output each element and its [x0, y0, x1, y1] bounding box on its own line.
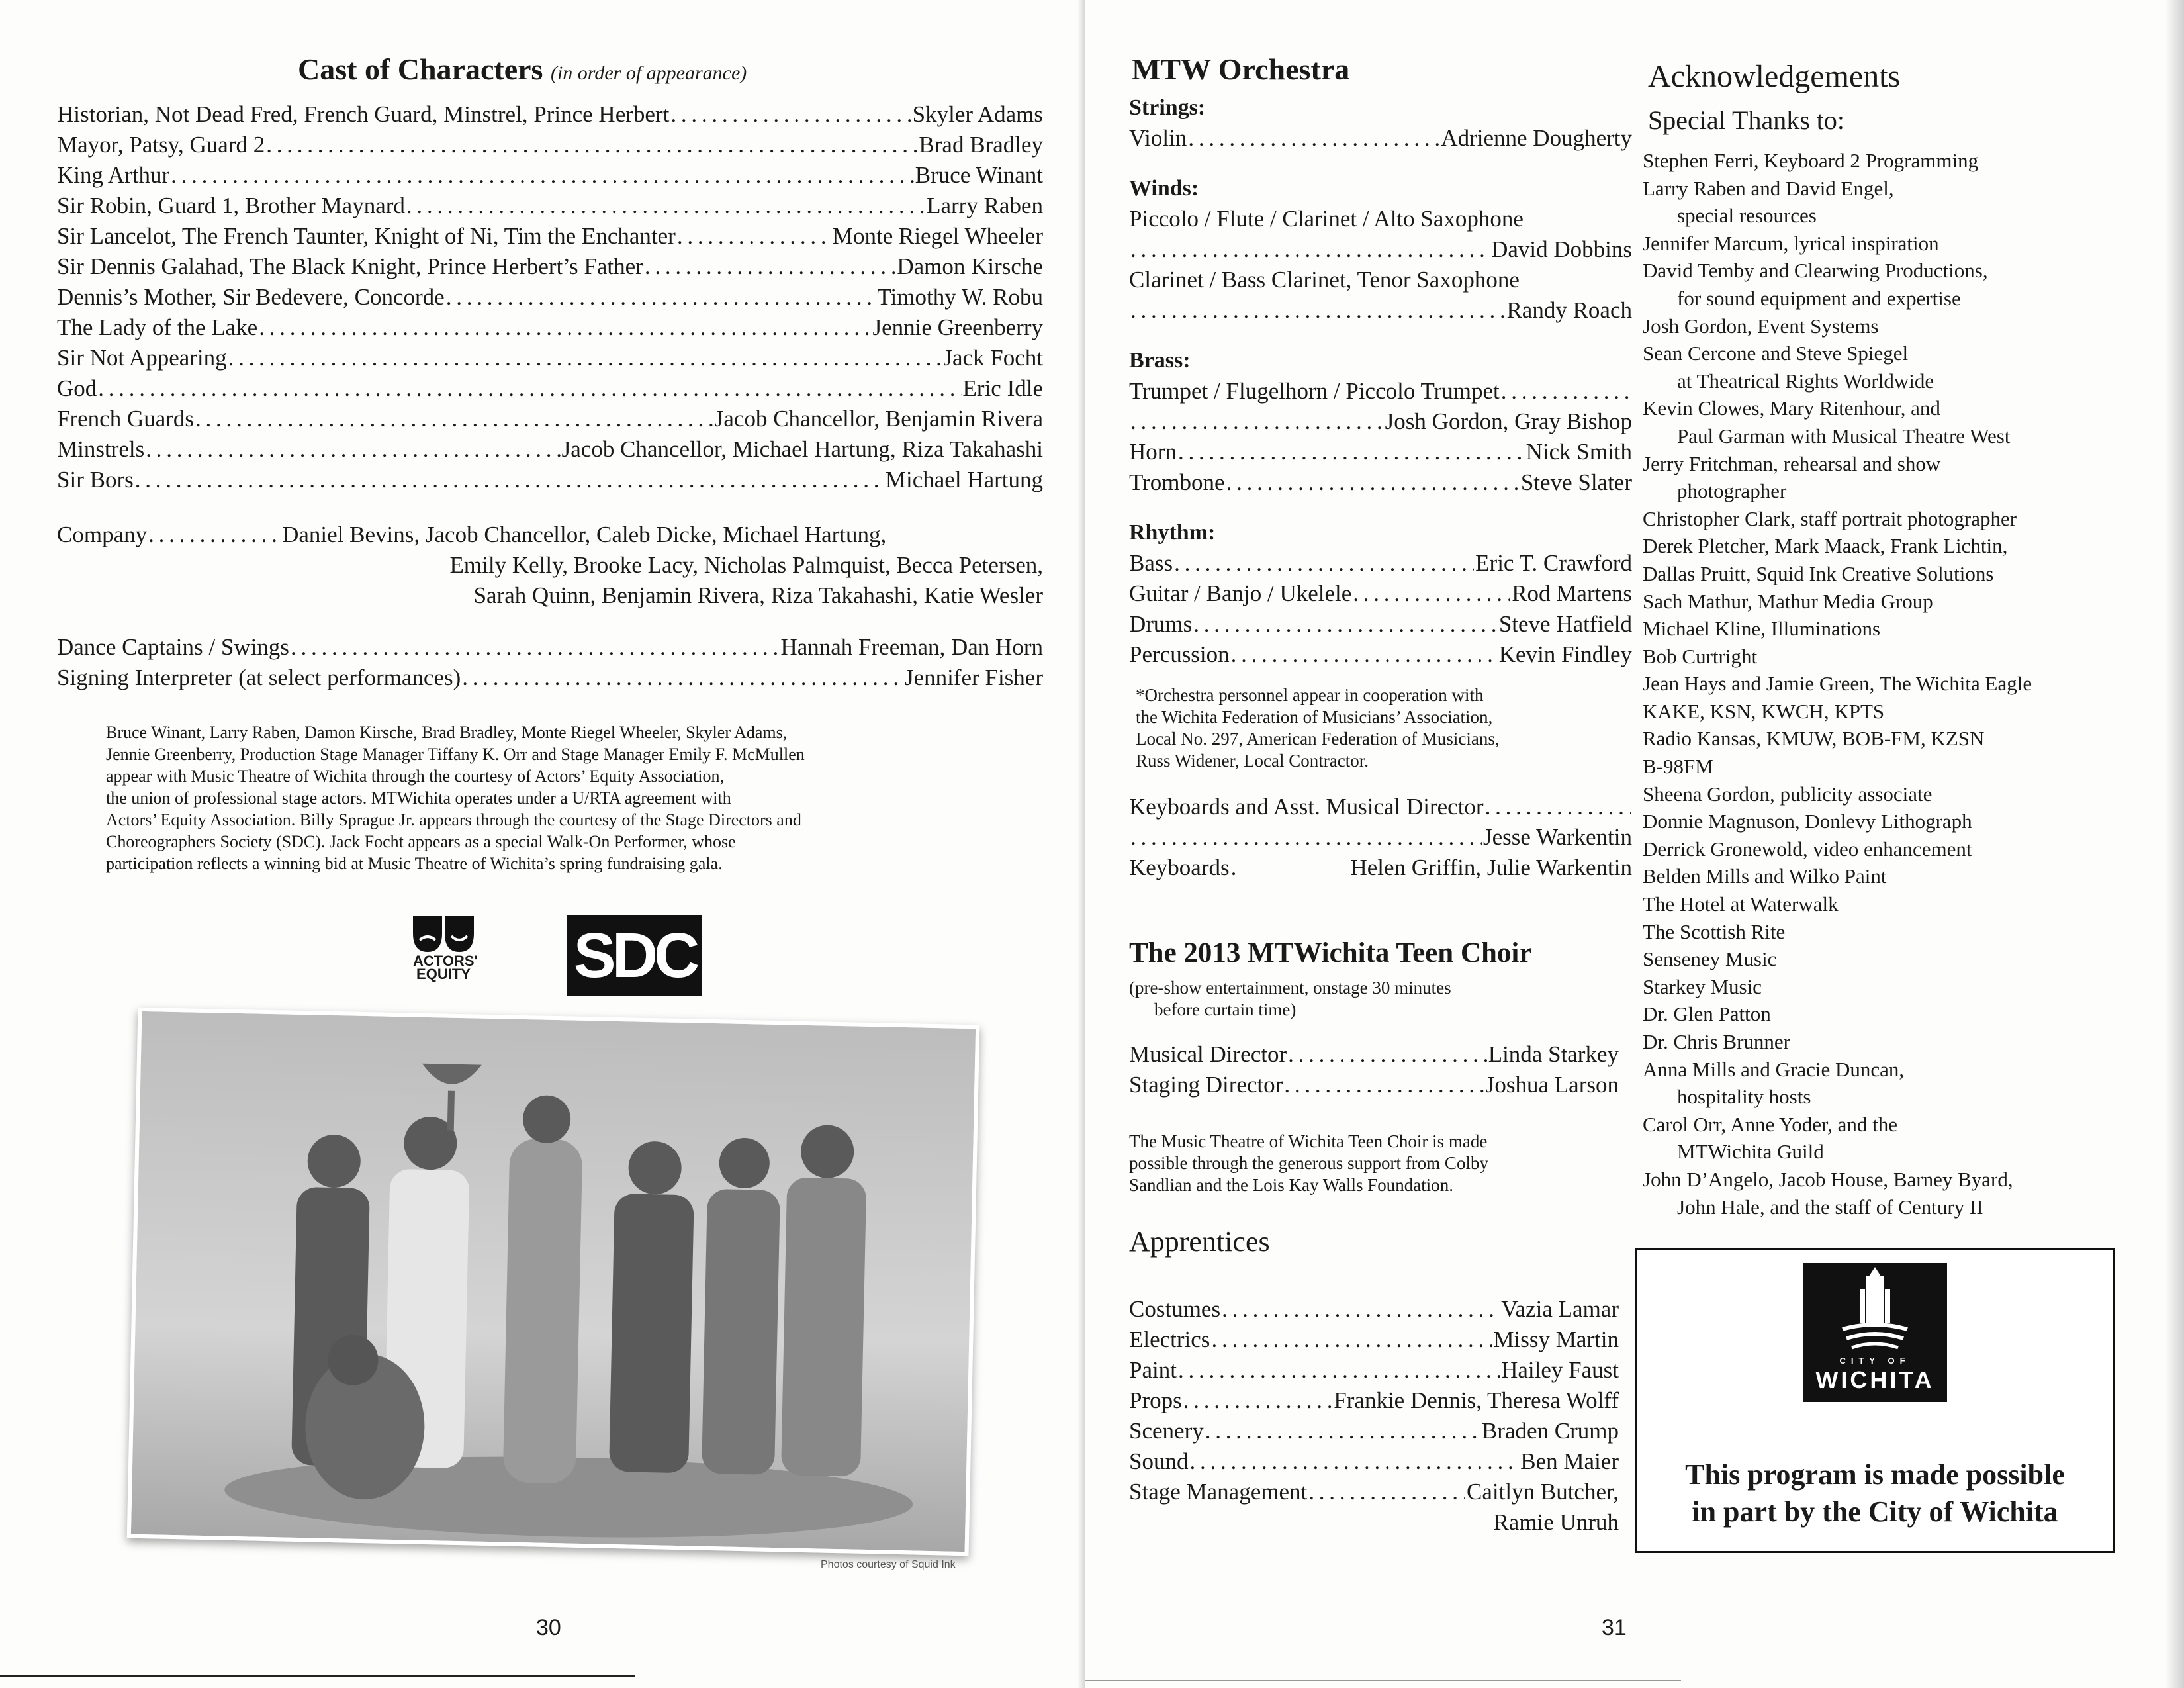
musician-name: Josh Gordon, Gray Bishop	[1385, 408, 1632, 434]
acknowledgement-line: Paul Garman with Musical Theatre West	[1677, 424, 2011, 447]
acknowledgement-line: Sean Cercone and Steve Spiegel	[1643, 342, 1909, 365]
apprentices-title: Apprentices	[1129, 1225, 1270, 1258]
role-name: Drums	[1129, 611, 1193, 637]
role-name: Sir Lancelot, The French Taunter, Knight of Ni, Tim the Enchanter	[57, 223, 676, 249]
rhythm-label: Rhythm:	[1129, 520, 1216, 545]
acknowledgement-line: for sound equipment and expertise	[1677, 286, 1961, 310]
left-page	[0, 0, 1085, 1688]
credit-row	[1129, 1355, 1619, 1385]
person-name: Brad Bradley	[919, 132, 1043, 158]
role-name: Staging Director	[1129, 1072, 1283, 1098]
acknowledgement-line: Josh Gordon, Event Systems	[1643, 314, 1879, 338]
musician-name: David Dobbins	[1491, 236, 1632, 262]
person-name: Linda Starkey	[1488, 1041, 1619, 1067]
company-line: Sarah Quinn, Benjamin Rivera, Riza Takahashi, Katie Wesler	[473, 583, 1043, 608]
company-block	[57, 520, 1043, 611]
acknowledgement-line: hospitality hosts	[1677, 1085, 1811, 1109]
right-page	[1085, 0, 2184, 1688]
city-of-label: CITY OF	[1839, 1356, 1911, 1366]
note-line: Bruce Winant, Larry Raben, Damon Kirsche, Brad Bradley, Monte Riegel Wheeler, Skyler Adams,	[106, 723, 788, 742]
person-name: Vazia Lamar	[1501, 1296, 1619, 1322]
acknowledgement-line: Stephen Ferri, Keyboard 2 Programming	[1643, 149, 1979, 172]
actors-equity-logo	[410, 914, 477, 993]
note-line: appear with Music Theatre of Wichita through the courtesy of Actors’ Equity Association,	[106, 767, 725, 786]
person-name: Jacob Chancellor, Michael Hartung, Riza Takahashi	[561, 436, 1043, 462]
person-name: Jennie Greenberry	[872, 314, 1043, 340]
person-name: Michael Hartung	[885, 467, 1043, 492]
aea-line2: EQUITY	[416, 966, 471, 982]
credit-row	[1129, 1446, 1619, 1477]
acknowledgement-line: Larry Raben and David Engel,	[1643, 176, 1894, 200]
credit-row	[57, 404, 1043, 434]
person-name: Skyler Adams	[912, 101, 1043, 127]
company-label: Company	[57, 522, 148, 547]
role-name: Trombone	[1129, 469, 1225, 495]
acknowledgement-line: John Hale, and the staff of Century II	[1677, 1195, 1983, 1219]
credit-row	[1129, 609, 1632, 639]
person-name: Frankie Dennis, Theresa Wolff	[1334, 1387, 1619, 1413]
page-number-left: 30	[536, 1615, 561, 1640]
acknowledgement-line: Senseney Music	[1643, 947, 1777, 971]
role-name: Keyboards	[1129, 855, 1230, 880]
person-name: Braden Crump	[1481, 1418, 1619, 1444]
person-name: Jacob Chancellor, Benjamin Rivera	[714, 406, 1043, 432]
role-name: Scenery	[1129, 1418, 1204, 1444]
acknowledgement-line: special resources	[1677, 204, 1817, 228]
cast-photo	[127, 1008, 980, 1556]
acknowledgement-line: Jean Hays and Jamie Green, The Wichita Eagle	[1643, 672, 2032, 696]
acknowledgement-line: Dallas Pruitt, Squid Ink Creative Solutions	[1643, 561, 1994, 585]
role-name: Percussion	[1129, 641, 1230, 667]
person-name: Missy Martin	[1493, 1327, 1619, 1352]
credit-row	[1129, 1416, 1619, 1446]
acknowledgement-line: Christopher Clark, staff portrait photographer	[1643, 506, 2017, 530]
cast-row	[57, 663, 1043, 693]
credit-row	[1129, 1039, 1619, 1070]
person-name: Joshua Larson	[1485, 1072, 1619, 1098]
role-name: Signing Interpreter (at select performances)	[57, 665, 461, 690]
credit-row	[57, 434, 1043, 465]
support-line: This program is made possible	[1685, 1458, 2065, 1491]
person-name: Adrienne Dougherty	[1441, 125, 1632, 151]
teen-choir-subtitle	[1129, 977, 1451, 1021]
role-name: Guitar / Banjo / Ukelele	[1129, 581, 1352, 606]
cast-row	[57, 632, 1043, 663]
role-name: French Guards	[57, 406, 195, 432]
person-name: Nick Smith	[1525, 439, 1632, 465]
person-name: Caitlyn Butcher,	[1467, 1479, 1619, 1505]
cast-list	[57, 99, 1043, 495]
actor-name: Jennifer Fisher	[905, 665, 1043, 690]
role-name: Musical Director	[1129, 1041, 1287, 1067]
role-name: Clarinet / Bass Clarinet, Tenor Saxophone	[1129, 267, 1520, 293]
wichita-name: WICHITA	[1815, 1366, 1934, 1393]
strings-label: Strings:	[1129, 95, 1206, 120]
dance-captains-block	[57, 632, 1043, 693]
musician-name: Randy Roach	[1506, 297, 1632, 323]
role-name: Props	[1129, 1387, 1182, 1413]
actor-name: Hannah Freeman, Dan Horn	[780, 634, 1043, 660]
note-line: The Music Theatre of Wichita Teen Choir is made	[1129, 1131, 1488, 1151]
acknowledgement-line: Kevin Clowes, Mary Ritenhour, and	[1643, 397, 1940, 420]
acknowledgement-line: Michael Kline, Illuminations	[1643, 617, 1881, 641]
knights-photo-illustration	[131, 1011, 976, 1552]
person-name: Rod Martens	[1512, 581, 1632, 606]
acknowledgement-line: Starkey Music	[1643, 974, 1762, 998]
role-name: Sir Robin, Guard 1, Brother Maynard	[57, 193, 405, 218]
subtitle-line: (pre-show entertainment, onstage 30 minutes	[1129, 978, 1451, 998]
role-name: Dance Captains / Swings	[57, 634, 289, 660]
city-of-wichita-logo	[1803, 1263, 1947, 1402]
acknowledgements-list	[1643, 147, 2159, 1221]
sdc-logo: SDC	[569, 917, 700, 994]
company-line: Daniel Bevins, Jacob Chancellor, Caleb Dicke, Michael Hartung,	[282, 522, 887, 547]
role-name: Sir Bors	[57, 467, 134, 492]
teen-choir-staff	[1129, 1039, 1619, 1100]
note-line: Russ Widener, Local Contractor.	[1136, 751, 1369, 771]
person-name: Bruce Winant	[915, 162, 1043, 188]
role-name: Stage Management	[1129, 1479, 1308, 1505]
credit-row	[57, 312, 1043, 343]
credit-row	[1129, 467, 1632, 498]
note-line: possible through the generous support from Colby	[1129, 1153, 1488, 1173]
acknowledgement-line: MTWichita Guild	[1677, 1140, 1824, 1164]
cast-subtitle: (in order of appearance)	[550, 62, 747, 84]
role-name: Horn	[1129, 439, 1177, 465]
credit-row	[57, 282, 1043, 312]
union-logos	[410, 914, 715, 1000]
role-name: Electrics	[1129, 1327, 1210, 1352]
role-name: Keyboards and Asst. Musical Director	[1129, 794, 1484, 820]
role-name: Piccolo / Flute / Clarinet / Alto Saxophone	[1129, 206, 1524, 232]
acknowledgement-line: Radio Kansas, KMUW, BOB-FM, KZSN	[1643, 727, 1985, 751]
orchestra-title: MTW Orchestra	[1132, 52, 1350, 86]
musician-name: Jesse Warkentin	[1483, 824, 1632, 850]
role-name: The Lady of the Lake	[57, 314, 258, 340]
role-name: Sir Dennis Galahad, The Black Knight, Prince Herbert’s Father	[57, 254, 643, 279]
credit-row	[57, 130, 1043, 160]
acknowledgement-line: John D’Angelo, Jacob House, Barney Byard,	[1643, 1167, 2013, 1191]
wichita-keeper-icon	[1803, 1263, 1947, 1356]
person-name: Eric T. Crawford	[1475, 550, 1632, 576]
role-name: Violin	[1129, 125, 1187, 151]
credit-row	[57, 343, 1043, 373]
acknowledgement-line: Carol Orr, Anne Yoder, and the	[1643, 1112, 1897, 1136]
acknowledgement-line: Sheena Gordon, publicity associate	[1643, 782, 1933, 806]
acknowledgements-title: Acknowledgements	[1648, 59, 1901, 94]
role-name: Bass	[1129, 550, 1173, 576]
credit-row	[1129, 1325, 1619, 1355]
apprentices-list	[1129, 1294, 1619, 1538]
note-line: *Orchestra personnel appear in cooperation with	[1136, 685, 1484, 705]
role-name: God	[57, 375, 97, 401]
cast-title: Cast of Characters	[298, 52, 543, 86]
acknowledgement-line: Jerry Fritchman, rehearsal and show	[1643, 451, 1941, 475]
acknowledgements-subtitle: Special Thanks to:	[1648, 105, 1844, 135]
page-number-right: 31	[1602, 1615, 1627, 1640]
acknowledgement-line: The Scottish Rite	[1643, 919, 1786, 943]
credit-row	[1129, 548, 1632, 579]
city-support-statement	[1637, 1456, 2113, 1530]
winds-label: Winds:	[1129, 176, 1199, 201]
subtitle-line: before curtain time)	[1154, 1000, 1297, 1019]
credit-row	[1129, 123, 1632, 154]
support-line: in part by the City of Wichita	[1692, 1495, 2058, 1528]
acknowledgement-line: Derek Pletcher, Mark Maack, Frank Lichtin,	[1643, 534, 2008, 558]
credit-row	[1129, 437, 1632, 467]
role-name: Costumes	[1129, 1296, 1221, 1322]
role-name: Paint	[1129, 1357, 1177, 1383]
credit-row	[57, 465, 1043, 495]
company-line: Emily Kelly, Brooke Lacy, Nicholas Palmquist, Becca Petersen,	[449, 552, 1043, 578]
acknowledgement-line: The Hotel at Waterwalk	[1643, 892, 1839, 916]
city-of-wichita-box	[1635, 1248, 2115, 1553]
person-name: Steve Slater	[1520, 469, 1632, 495]
credit-row	[1129, 1070, 1619, 1100]
acknowledgement-line: Bob Curtright	[1643, 644, 1758, 668]
person-name: Larry Raben	[927, 193, 1043, 218]
person-name: Kevin Findley	[1498, 641, 1632, 667]
note-line: Actors’ Equity Association. Billy Sprague Jr. appears through the courtesy of the Stage Directors and	[106, 810, 801, 829]
aea-line1: ACTORS'	[413, 953, 478, 969]
credit-row	[57, 252, 1043, 282]
person-name: Hailey Faust	[1501, 1357, 1619, 1383]
credit-row	[57, 99, 1043, 130]
role-name: Minstrels	[57, 436, 145, 462]
credit-row	[1129, 1294, 1619, 1325]
note-line: the Wichita Federation of Musicians’ Association,	[1136, 707, 1493, 727]
acknowledgement-line: at Theatrical Rights Worldwide	[1677, 369, 1934, 393]
musician-name: Helen Griffin, Julie Warkentin	[1350, 855, 1632, 880]
note-line: Sandlian and the Lois Kay Walls Foundation.	[1129, 1175, 1454, 1195]
acknowledgement-line: KAKE, KSN, KWCH, KPTS	[1643, 699, 1885, 723]
teen-choir-title: The 2013 MTWichita Teen Choir	[1129, 937, 1532, 968]
orchestra-section	[1129, 93, 1632, 883]
role-name: Trumpet / Flugelhorn / Piccolo Trumpet	[1129, 378, 1500, 404]
person-name: Monte Riegel Wheeler	[832, 223, 1043, 249]
credit-row	[57, 373, 1043, 404]
acknowledgement-line: Anna Mills and Gracie Duncan,	[1643, 1057, 1905, 1081]
credit-row	[57, 221, 1043, 252]
acknowledgement-line: B-98FM	[1643, 755, 1713, 778]
person-name: Ramie Unruh	[1493, 1509, 1619, 1535]
role-name: Dennis’s Mother, Sir Bedevere, Concorde	[57, 284, 445, 310]
role-name: Historian, Not Dead Fred, French Guard, Minstrel, Prince Herbert	[57, 101, 670, 127]
note-line: Local No. 297, American Federation of Musicians,	[1136, 729, 1500, 749]
person-name: Timothy W. Robu	[877, 284, 1043, 310]
note-line: participation reflects a winning bid at Music Theatre of Wichita’s spring fundraising gala.	[106, 854, 723, 873]
credit-row	[1129, 579, 1632, 609]
brass-label: Brass:	[1129, 348, 1191, 373]
acknowledgement-line: Derrick Gronewold, video enhancement	[1643, 837, 1972, 861]
credit-row	[57, 191, 1043, 221]
orchestra-note	[1129, 684, 1632, 772]
person-name: Eric Idle	[962, 375, 1043, 401]
cast-heading	[298, 52, 747, 87]
role-name: Mayor, Patsy, Guard 2	[57, 132, 265, 158]
acknowledgement-line: Dr. Glen Patton	[1643, 1002, 1771, 1026]
person-name: Steve Hatfield	[1498, 611, 1632, 637]
acknowledgement-line: Dr. Chris Brunner	[1643, 1030, 1791, 1053]
credit-row	[1129, 1477, 1619, 1507]
acknowledgement-line: David Temby and Clearwing Productions,	[1643, 259, 1988, 283]
person-name: Ben Maier	[1520, 1448, 1619, 1474]
theatre-masks-icon	[410, 914, 477, 957]
teen-choir-note	[1129, 1131, 1488, 1196]
acknowledgement-line: photographer	[1677, 479, 1787, 503]
equity-note	[106, 722, 1032, 874]
person-name: Jack Focht	[943, 345, 1043, 371]
role-name: King Arthur	[57, 162, 170, 188]
photo-credit: Photos courtesy of Squid Ink	[821, 1559, 956, 1570]
credit-row	[1129, 639, 1632, 670]
role-name: Sound	[1129, 1448, 1189, 1474]
acknowledgement-line: Sach Mathur, Mathur Media Group	[1643, 589, 1933, 613]
role-name: Sir Not Appearing	[57, 345, 227, 371]
acknowledgement-line: Belden Mills and Wilko Paint	[1643, 865, 1887, 888]
credit-row	[57, 160, 1043, 191]
note-line: Choreographers Society (SDC). Jack Focht appears as a special Walk-On Performer, whose	[106, 832, 736, 851]
note-line: Jennie Greenberry, Production Stage Manager Tiffany K. Orr and Stage Manager Emily F. McMullen	[106, 745, 805, 764]
person-name: Damon Kirsche	[897, 254, 1043, 279]
credit-row	[1129, 1385, 1619, 1416]
note-line: the union of professional stage actors. MTWichita operates under a U/RTA agreement with	[106, 788, 731, 808]
acknowledgement-line: Donnie Magnuson, Donlevy Lithograph	[1643, 810, 1972, 833]
acknowledgement-line: Jennifer Marcum, lyrical inspiration	[1643, 231, 1939, 255]
